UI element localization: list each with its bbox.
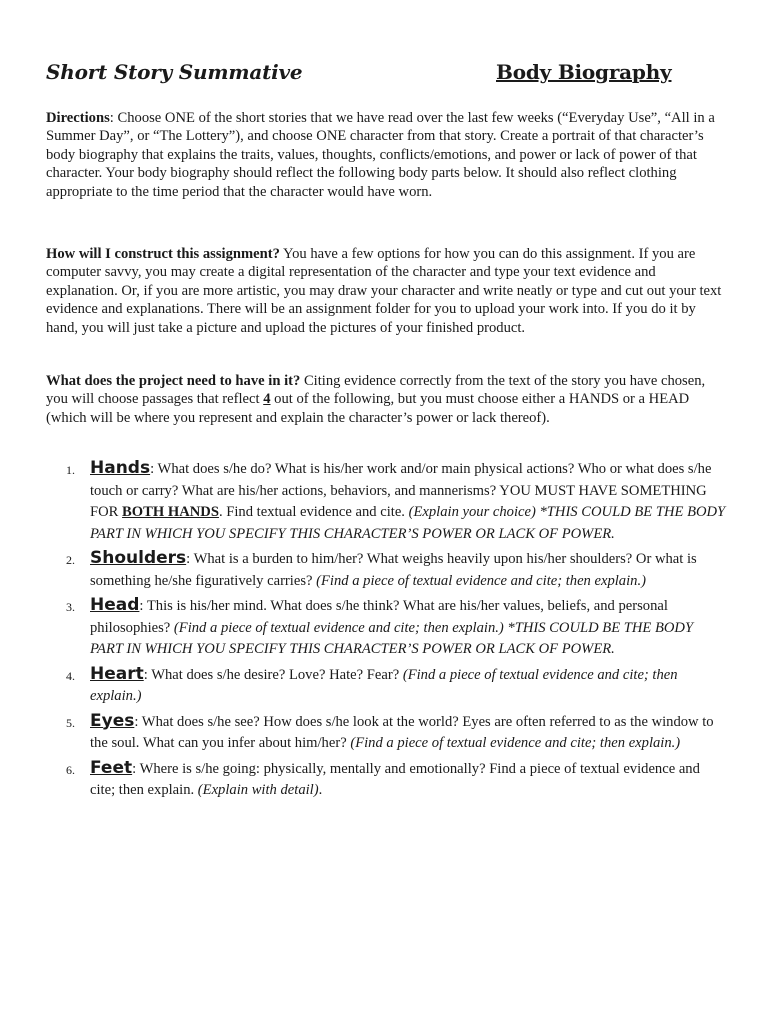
list-number: 4. xyxy=(66,668,75,683)
item-italic-note: (Explain with detail) xyxy=(197,782,319,798)
requirements-paragraph xyxy=(46,372,726,427)
term-head: Head xyxy=(90,595,140,615)
list-number: 1. xyxy=(66,463,75,477)
term-colon: : xyxy=(186,551,191,567)
term-heart: Heart xyxy=(90,663,144,684)
item-text: . Find textual evidence and cite. xyxy=(218,504,409,520)
list-item-head xyxy=(46,595,726,661)
item-italic-note: (Explain your choice) *THIS COULD BE THE BODY PART IN WHICH YOU SPECIFY THIS CHARACTER’S POWER OR LACK OF POWER. xyxy=(90,504,726,542)
directions-text: Choose ONE of the short stories that we have read over the last few weeks (“Everyday Use”, “All in a Summer Day”, or “The Lottery”), and choose ONE character from that story. Create a portrait of that character’s body biography that explains the traits, values, thoughts, conflicts/emotions, and power or lack of power of that character. Your body biography should reflect the following body parts below. It should also reflect clothing appropriate to the time period that the character would have worn. xyxy=(46,110,715,200)
list-item-heart xyxy=(46,664,726,708)
term-colon: : xyxy=(143,666,148,683)
body-parts-list xyxy=(46,458,726,805)
item-italic-note: (Find a piece of textual evidence and cite; then explain.) xyxy=(316,572,646,589)
item-text: What does s/he see? How does s/he look at the world? Eyes are often referred to as the window to the soul. What can you infer about him/her? xyxy=(90,713,714,751)
requirements-text-before: Citing evidence correctly from the text of the story you have chosen, you will choose passages that reflect xyxy=(46,373,706,408)
requirements-question: What does the project need to have in it? xyxy=(46,373,301,389)
document-title: Short Story Summative xyxy=(46,60,303,84)
directions-paragraph xyxy=(46,109,726,201)
list-item-hands xyxy=(46,458,726,545)
directions-colon: : xyxy=(109,110,114,126)
term-colon: : xyxy=(139,598,144,614)
item-end: . xyxy=(318,782,323,798)
term-colon: : xyxy=(132,760,137,777)
list-item-feet xyxy=(46,758,726,802)
list-number: 6. xyxy=(66,762,75,777)
item-italic-note: (Find a piece of textual evidence and cite; then explain.) xyxy=(350,735,681,751)
construct-question: How will I construct this assignment? xyxy=(46,246,280,262)
list-number: 2. xyxy=(66,553,75,567)
list-item-eyes xyxy=(46,711,726,755)
term-hands: Hands xyxy=(90,458,151,478)
document-subtitle: Body Biography xyxy=(496,60,672,84)
requirements-text-after: out of the following, but you must choose either a HANDS or a HEAD (which will be where you represent and explain the character’s power or lack thereof). xyxy=(46,391,690,426)
term-eyes: Eyes xyxy=(90,710,135,731)
directions-label: Directions xyxy=(46,110,110,126)
term-feet: Feet xyxy=(90,757,133,778)
item-text: This is his/her mind. What does s/he think? What are his/her values, beliefs, and personal philosophies? xyxy=(90,598,668,636)
item-text: Where is s/he going: physically, mentally and emotionally? Find a piece of textual evidence and cite; then explain. xyxy=(90,760,700,798)
item-text: What does s/he do? What is his/her work and/or main physical actions? Who or what does s/he touch or carry? What are his/her actions, behaviors, and mannerisms? YOU MUST HAVE SOMETHING FOR xyxy=(90,461,712,520)
list-item-shoulders xyxy=(46,548,726,592)
list-number: 5. xyxy=(66,715,75,730)
item-text: What does s/he desire? Love? Hate? Fear? xyxy=(147,666,403,683)
item-italic-note: (Find a piece of textual evidence and cite; then explain.) xyxy=(90,666,678,704)
term-colon: : xyxy=(150,461,155,477)
both-hands-emphasis: BOTH HANDS xyxy=(122,504,219,520)
item-text: What is a burden to him/her? What weighs heavily upon his/her shoulders? Or what is something he/she figuratively carries? xyxy=(90,551,697,589)
construct-text: You have a few options for how you can do this assignment. If you are computer savvy, you may create a digital representation of the character and type your text evidence and explanation. Or, if you are more artistic, you may draw your character and write neatly or type and cut out your text evidence and explanations. There will be an assignment folder for you to upload your work into. If you do it by hand, you will just take a picture and upload the pictures of your finished product. xyxy=(46,246,722,336)
document-header xyxy=(46,60,726,94)
requirements-count: 4 xyxy=(263,391,271,408)
term-shoulders: Shoulders xyxy=(90,548,187,568)
item-italic-note: (Find a piece of textual evidence and cite; then explain.) *THIS COULD BE THE BODY PART IN WHICH YOU SPECIFY THIS CHARACTER’S POWER OR LACK OF POWER. xyxy=(90,619,694,657)
list-number: 3. xyxy=(66,600,75,614)
construct-paragraph xyxy=(46,245,726,337)
term-colon: : xyxy=(134,713,139,730)
